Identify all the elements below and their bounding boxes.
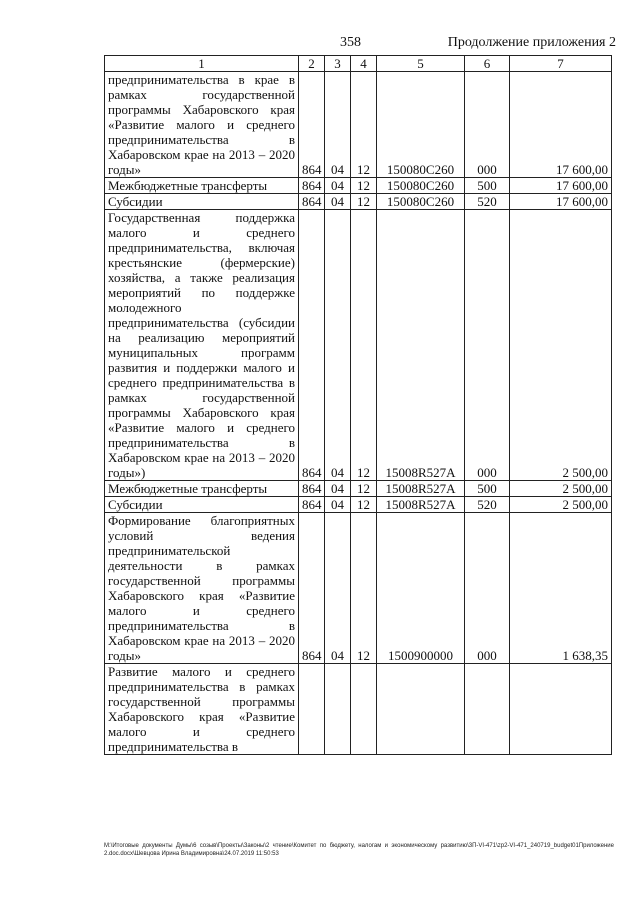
row-name: Межбюджетные трансферты [105, 178, 299, 194]
cell-amount [510, 664, 612, 755]
cell-section: 04 [325, 72, 351, 178]
cell-amount: 17 600,00 [510, 194, 612, 210]
table-row [105, 481, 612, 497]
cell-admin-code: 864 [299, 481, 325, 497]
column-header-row [105, 56, 612, 72]
row-name: Развитие малого и среднего предпринимательства в рамках государственной программы Хабаровского края «Развитие малого и среднего предпринимательства в [105, 664, 299, 755]
cell-expense-type: 000 [465, 210, 510, 481]
cell-subsection: 12 [351, 178, 377, 194]
cell-expense-type: 500 [465, 481, 510, 497]
cell-target-code: 15008R527A [377, 210, 465, 481]
cell-section: 04 [325, 497, 351, 513]
column-header: 6 [465, 56, 510, 72]
row-name: Межбюджетные трансферты [105, 481, 299, 497]
row-name: предпринимательства в крае в рамках государственной программы Хабаровского края «Развитие малого и среднего предпринимательства в Хабаровском крае на 2013 – 2020 годы» [105, 72, 299, 178]
budget-table [104, 55, 612, 755]
cell-admin-code: 864 [299, 72, 325, 178]
cell-expense-type [465, 664, 510, 755]
cell-amount: 2 500,00 [510, 210, 612, 481]
cell-admin-code: 864 [299, 178, 325, 194]
cell-target-code: 15008R527A [377, 497, 465, 513]
cell-section: 04 [325, 513, 351, 664]
cell-target-code: 150080С260 [377, 178, 465, 194]
cell-subsection: 12 [351, 513, 377, 664]
cell-target-code: 1500900000 [377, 513, 465, 664]
cell-subsection: 12 [351, 210, 377, 481]
table-row [105, 497, 612, 513]
cell-expense-type: 520 [465, 497, 510, 513]
cell-subsection: 12 [351, 497, 377, 513]
cell-target-code: 150080С260 [377, 72, 465, 178]
row-name: Субсидии [105, 194, 299, 210]
cell-admin-code: 864 [299, 194, 325, 210]
column-header: 1 [105, 56, 299, 72]
cell-expense-type: 000 [465, 72, 510, 178]
table-row [105, 72, 612, 178]
cell-target-code: 150080С260 [377, 194, 465, 210]
row-name: Государственная поддержка малого и среднего предпринимательства, включая крестьянские (фермерские) хозяйства, а также реализация мероприятий по поддержке молодежного предпринимательства (субсидии на реализацию мероприятий муниципальных программ развития и поддержки малого и среднего предпринимательства в рамках государственной программы Хабаровского края «Развитие малого и среднего предпринимательства в Хабаровском крае на 2013 – 2020 годы») [105, 210, 299, 481]
row-name: Субсидии [105, 497, 299, 513]
cell-admin-code: 864 [299, 497, 325, 513]
cell-admin-code: 864 [299, 210, 325, 481]
cell-amount: 17 600,00 [510, 72, 612, 178]
cell-amount: 1 638,35 [510, 513, 612, 664]
column-header: 7 [510, 56, 612, 72]
page-number: 358 [340, 35, 361, 50]
table-row [105, 178, 612, 194]
cell-amount: 17 600,00 [510, 178, 612, 194]
cell-section: 04 [325, 194, 351, 210]
table-row [105, 664, 612, 755]
cell-subsection: 12 [351, 194, 377, 210]
cell-section: 04 [325, 481, 351, 497]
column-header: 5 [377, 56, 465, 72]
cell-section: 04 [325, 178, 351, 194]
cell-subsection: 12 [351, 481, 377, 497]
cell-section: 04 [325, 210, 351, 481]
cell-expense-type: 500 [465, 178, 510, 194]
cell-admin-code: 864 [299, 513, 325, 664]
cell-amount: 2 500,00 [510, 481, 612, 497]
cell-subsection: 12 [351, 72, 377, 178]
cell-target-code [377, 664, 465, 755]
column-header: 4 [351, 56, 377, 72]
continuation-label: Продолжение приложения 2 [447, 35, 616, 50]
row-name: Формирование благоприятных условий ведения предпринимательской деятельности в рамках государственной программы Хабаровского края «Развитие малого и среднего предпринимательства в Хабаровском крае на 2013 – 2020 годы» [105, 513, 299, 664]
file-path-footer: М:\Итоговые документы Думы\6 созыв\Проекты\Законы\2 чтение\Комитет по бюджету, налогам и экономическому развитию\3П-VI-471\zp2-VI-471_240719_budget01Приложение 2.doc.docx\Шевцова Ирина Владимировна\24.07.2019 11:50:53 [104, 843, 614, 857]
cell-target-code: 15008R527A [377, 481, 465, 497]
column-header: 3 [325, 56, 351, 72]
cell-expense-type: 000 [465, 513, 510, 664]
column-header: 2 [299, 56, 325, 72]
cell-subsection [351, 664, 377, 755]
table-row [105, 194, 612, 210]
table-row [105, 513, 612, 664]
table-row [105, 210, 612, 481]
cell-section [325, 664, 351, 755]
cell-expense-type: 520 [465, 194, 510, 210]
cell-admin-code [299, 664, 325, 755]
cell-amount: 2 500,00 [510, 497, 612, 513]
